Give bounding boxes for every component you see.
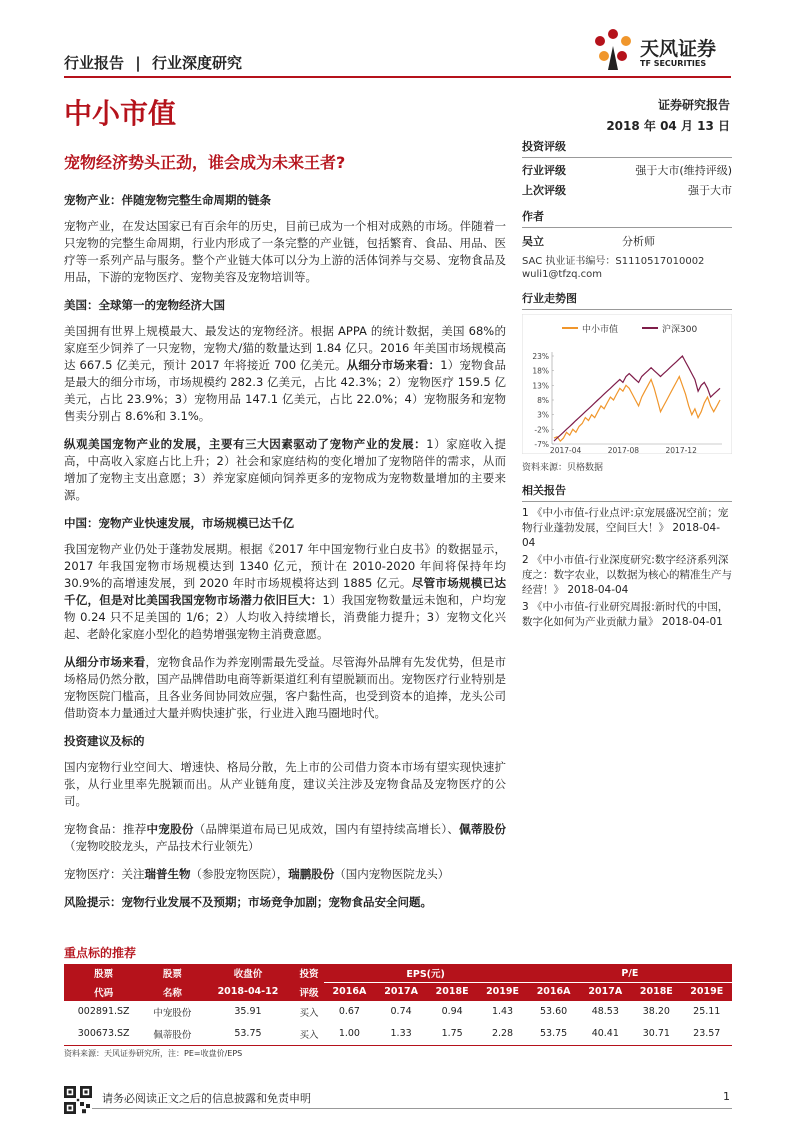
table-row: 002891.SZ 中宠股份 35.91 买入 0.67 0.74 0.94 1.43 53.60 48.53 38.20 25.11 [77,1006,721,1019]
section-heading: 投资建议及标的 [64,734,145,748]
paragraph [64,323,506,425]
text: 从细分市场来看： [346,358,441,372]
paragraph [64,541,506,643]
section-heading: 中国：宠物产业快速发展，市场规模已达千亿 [64,516,294,530]
table-source: 资料来源：天风证券研究所，注：PE=收盘价/EPS [64,1049,243,1058]
related-report-1[interactable]: 1 《中小市值-行业点评:京宠展盛况空前；宠物行业蓬勃发展，空间巨大！》 2018-04-04 [522,507,729,549]
trend-block [522,290,732,473]
y-tick-label: -7% [534,440,549,449]
y-tick-label: 13% [532,381,549,391]
text: 1）宠物食品是最大的细分市场，市场规模约 282.3 亿美元，占比 42.3%；2）宠物医疗 159.5 亿美元，占比 23.9%；3）宠物用品 147.1 亿美元，占比 22.0%；4）宠物服务和宠物售卖分别占 8.6%和 3.1%。 [64,358,507,423]
last-rating: 上次评级 强于大市 [522,184,732,197]
report-type: 行业报告 | 行业深度研究 [64,54,242,72]
text: 从细分市场来看 [64,655,146,669]
text: 尽管市场规模已达千亿，但是对比美国我国宠物市场潜力依旧巨大： [64,576,507,607]
related-report-2[interactable]: 2 《中小市值-行业深度研究:数字经济系列深度之：数字农业，以数据为核心的精准生产与经营！》 2018-04-04 [522,554,732,596]
chart-source: 资料来源：贝格数据 [522,463,604,473]
text: 纵观美国宠物产业的发展，主要有三大因素驱动了宠物产业的发展： [64,437,427,451]
sector-title: 中小市值 [64,97,177,130]
table-header-row: 代码 名称 2018-04-12 评级 2016A 2017A 2018E 2019E 2016A 2017A 2018E 2019E [64,983,732,1001]
related-block [522,482,732,630]
industry-rating: 行业评级 强于大市(维持评级) [522,164,732,177]
text: 宠物食品：推荐 [64,822,147,836]
chart-x-axis [550,444,722,454]
text: 中宠股份 [146,822,194,836]
y-tick-label: 18% [532,366,549,376]
legend-label: 中小市值 [582,325,619,335]
table-title: 重点标的推荐 [64,946,137,960]
author-email[interactable]: wuli1@tfzq.com [522,269,603,280]
text: 宠物医疗：关注 [64,867,145,881]
rating-block [522,138,732,198]
paragraph [64,821,506,855]
paragraph [64,654,506,722]
page-title: 宠物经济势头正劲，谁会成为未来王者? [64,153,346,172]
paragraph: 国内宠物行业空间大、增速快、格局分散，先上市的公司借力资本市场有望实现快速扩张，从行业里率先脱颖而出。从产业链角度，建议关注涉及宠物食品及宠物医疗的公司。 [64,760,506,808]
author-role: 分析师 [622,235,655,248]
chart-frame [522,314,732,454]
text: 美国拥有世界上规模最大、最发达的宠物经济。根据 APPA 的统计数据，美国 68%的家庭至少饲养了一只宠物，宠物犬/猫的数量达到 1.84 亿只。2016 年美国市场规模高达 667.5 亿美元，预计 2017 年将接近 700 亿美元。 [64,324,506,372]
risk-warning: 风险提示：宠物行业发展不及预期；市场竞争加剧；宠物食品安全问题。 [64,895,432,909]
author-block [522,208,732,280]
trend-heading: 行业走势图 [522,290,732,310]
author-row [522,233,732,249]
y-tick-label: 3% [537,410,549,420]
trend-chart [522,314,732,454]
text: 1）我国宠物数量远未饱和，户均宠物 0.24 只不足美国的 1/6；2）人均收入持续增长，消费能力提升；3）宠物文化兴起、老龄化家庭小型化的趋势增强宠物主消费意愿。 [64,593,506,641]
table-row: 300673.SZ 佩蒂股份 53.75 买入 1.00 1.33 1.75 2.28 53.75 40.41 30.71 23.57 [64,1023,732,1046]
text: （参股宠物医院）， [190,867,289,881]
x-tick-label: 2017-04 [549,446,582,454]
paragraph [64,866,506,883]
qr-code-icon [64,1086,92,1114]
text: 瑞鹏股份 [288,867,335,881]
main-content [64,192,506,922]
author-name: 吴立 [522,235,544,248]
paragraph [64,436,506,504]
text: 1）家庭收入提高，中高收入家庭占比上升；2）社会和家庭结构的变化增加了宠物陪伴的需求，从而增加了宠物主支出意愿；3）养宠家庭倾向饲养更多的宠物成为宠物数量增加的主要来源。 [64,437,506,502]
text: ，宠物食品作为养宠刚需最先受益。尽管海外品牌有先发优势，但是市场格局仍然分散，国产品牌借助电商等新渠道红利有望脱颖而出。宠物医疗行业特别是宠物医院门槛高，且各业务间协同效应强，客户黏性高，也受到资本的追捧，龙头公司借助资本力量通过大量并购快速扩张，行业进入跑马圈地时代。 [64,655,507,720]
author-heading: 作者 [522,208,732,228]
table-header-row: 股票 股票 收盘价 投资 EPS(元) P/E [64,964,732,983]
logo-mark-icon [590,26,636,72]
related-report-3[interactable]: 3 《中小市值-行业研究周报:新时代的中国，数字化如何为产业贡献力量》 2018-04-01 [522,601,729,628]
footer-divider [64,1108,732,1109]
y-tick-label: 8% [537,396,549,405]
x-tick-label: 2017-12 [665,446,697,454]
text: （宠物咬胶龙头，产品技术行业领先） [64,839,260,853]
paragraph: 宠物产业，在发达国家已有百余年的历史，目前已成为一个相对成熟的市场。伴随着一只宠物的完整生命周期，行业内形成了一条完整的产业链，包括繁育、食品、用品、医疗等一系列产品与服务。整个产业链大体可以分为上游的活体饲养与交易、宠物食品及用品，下游的宠物医疗、宠物美容及宠物培训等。 [64,219,506,284]
company-logo [590,26,740,74]
logo-text-en: TF SECURITIES [640,59,707,68]
stock-table [64,964,732,1046]
y-tick-label: -2% [534,425,549,435]
related-heading: 相关报告 [522,482,732,502]
report-date: 2018 年 04 月 13 日 [606,119,730,133]
page-number: 1 [723,1090,730,1103]
report-category: 证券研究报告 [657,98,730,112]
section-heading: 宠物产业：伴随宠物完整生命周期的链条 [64,193,271,207]
rating-heading: 投资评级 [522,138,732,158]
header-divider [64,76,731,78]
legend-label: 沪深300 [662,325,698,335]
text: 瑞普生物 [144,867,191,881]
text: （品牌渠道布局已见成效，国内有望持续高增长）、 [193,822,460,836]
y-tick-label: 23% [532,352,549,361]
disclaimer: 请务必阅读正文之后的信息披露和免责申明 [102,1092,311,1105]
x-tick-label: 2017-08 [607,446,640,454]
text: 佩蒂股份 [459,822,507,836]
text: （国内宠物医院龙头） [334,867,450,881]
section-heading: 美国：全球第一的宠物经济大国 [64,298,225,312]
text: 我国宠物产业仍处于蓬勃发展期。根据《2017 年中国宠物行业白皮书》的数据显示，2017 年我国宠物市场规模达到 1340 亿元，预计在 2010-2020 年间将保持年均 30.9%的高增速发展，到 2020 年时市场规模将达到 1885 亿元。 [64,542,506,590]
logo-text: 天风证券 [640,38,717,60]
author-sac: SAC 执业证书编号：S1110517010002 [522,256,705,267]
